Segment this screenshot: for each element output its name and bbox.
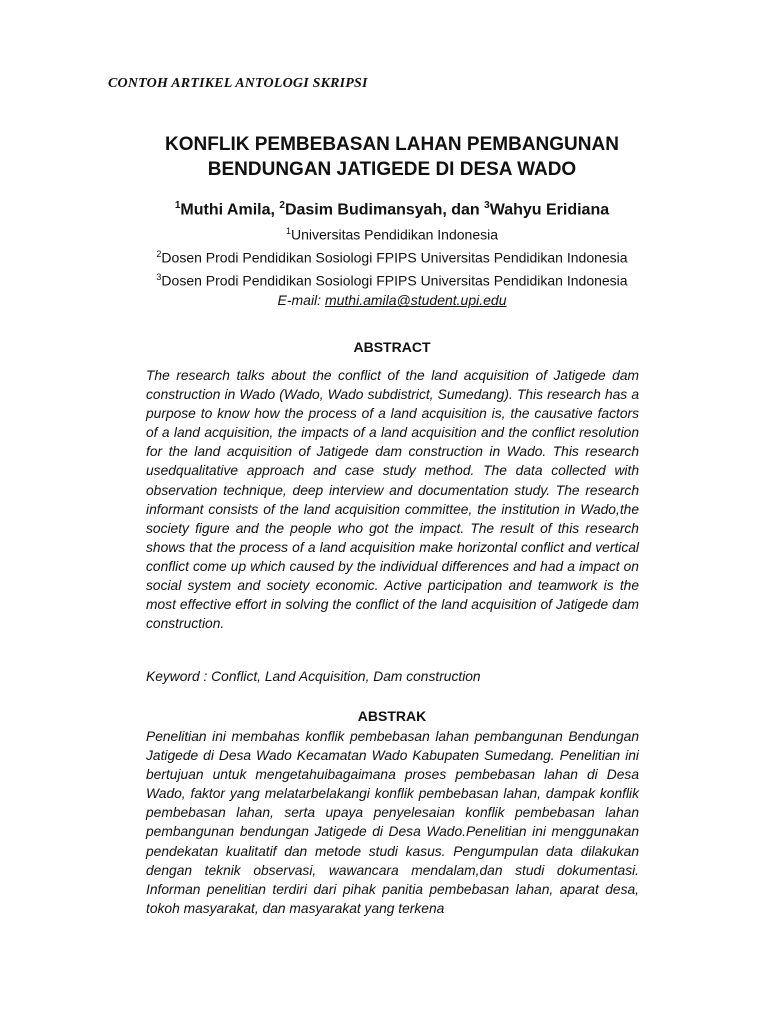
affiliation-1 bbox=[100, 222, 684, 245]
author-list bbox=[100, 200, 684, 219]
author-2-number: 2 bbox=[279, 200, 285, 211]
affiliation-text: Dosen Prodi Pendidikan Sosiologi FPIPS Universitas Pendidikan Indonesia bbox=[161, 272, 628, 289]
abstract-heading: ABSTRACT bbox=[353, 339, 431, 355]
keyword-line: Keyword : Conflict, Land Acquisition, Dam construction bbox=[146, 669, 481, 684]
abstrak-heading: ABSTRAK bbox=[357, 708, 427, 724]
affiliation-text: Universitas Pendidikan Indonesia bbox=[291, 226, 499, 243]
author-1-number: 1 bbox=[174, 200, 181, 211]
affiliation-text: Dosen Prodi Pendidikan Sosiologi FPIPS Universitas Pendidikan Indonesia bbox=[161, 249, 628, 266]
affiliation-number: 3 bbox=[156, 272, 162, 283]
title-line-2: BENDUNGAN JATIGEDE DI DESA WADO bbox=[207, 159, 577, 180]
affiliation-3 bbox=[100, 268, 684, 291]
author-separator: , bbox=[270, 201, 280, 219]
author-1-name: Muthi Amila bbox=[180, 201, 271, 219]
author-3-name: Wahyu Eridiana bbox=[489, 201, 610, 219]
abstract-text: The research talks about the conflict of the land acquisition of Jatigede dam construction in Wado (Wado, Wado subdistrict, Sumedang). This research has a purpose to know how the process of a land acquisition is, the causative factors of a land acquisition, the impacts of a land acquisition and the conflict resolution for the land acquisition of Jatigede dam construction in Wado. This research usedqualitative approach and case study method. The data collected with observation technique, deep interview and documentation study. The research informant consists of the land acquisition committee, the institution in Wado,the society figure and the people who got the impact. The result of this research shows that the process of a land acquisition make horizontal conflict and vertical conflict come up which caused by the individual differences and had a impact on social system and society economic. Active participation and teamwork is the most effective effort in solving the conflict of the land acquisition of Jatigede dam construction. bbox=[146, 368, 639, 632]
email-label: E-mail: bbox=[277, 292, 325, 309]
affiliation-list bbox=[100, 222, 684, 311]
email-link[interactable]: muthi.amila@student.upi.edu bbox=[324, 292, 507, 309]
author-separator: , dan bbox=[442, 201, 485, 219]
running-header: CONTOH ARTIKEL ANTOLOGI SKRIPSI bbox=[108, 76, 368, 91]
title-line-1: KONFLIK PEMBEBASAN LAHAN PEMBANGUNAN bbox=[165, 134, 619, 155]
abstrak-text: Penelitian ini membahas konflik pembebasan lahan pembangunan Bendungan Jatigede di Desa Wado Kecamatan Wado Kabupaten Sumedang. Penelitian ini bertujuan untuk mengetahuibagaimana proses pembebasan lahan di Desa Wado, faktor yang melatarbelakangi konflik pembebasan lahan, dampak konflik pembebasan lahan, serta upaya penyelesaian konflik pembebasan lahan pembangunan bendungan Jatigede di Desa Wado.Penelitian ini menggunakan pendekatan kualitatif dan metode studi kasus. Pengumpulan data dilakukan dengan teknik observasi, wawancara mendalam,dan studi dokumentasi. Informan penelitian terdiri dari pihak panitia pembebasan lahan, aparat desa, tokoh masyarakat, dan masyarakat yang terkena bbox=[146, 729, 639, 916]
article-title bbox=[100, 132, 684, 182]
author-3-number: 3 bbox=[484, 200, 490, 211]
email-line bbox=[100, 291, 684, 311]
affiliation-number: 2 bbox=[156, 249, 162, 260]
author-2-name: Dasim Budimansyah bbox=[284, 201, 443, 219]
affiliation-number: 1 bbox=[285, 226, 291, 236]
affiliation-2 bbox=[100, 245, 684, 268]
